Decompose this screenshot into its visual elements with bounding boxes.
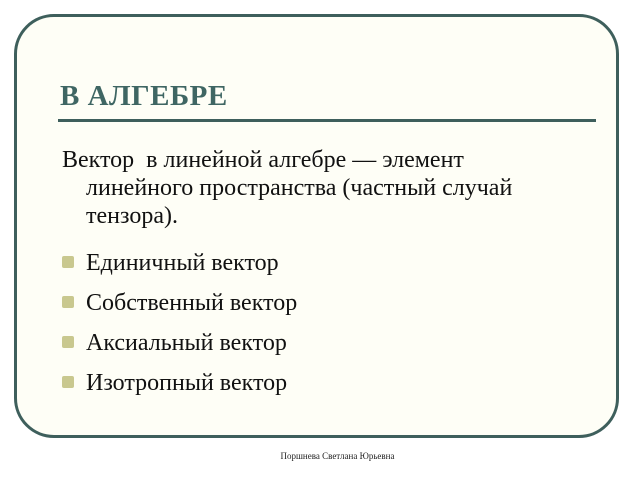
square-bullet-icon [62,256,74,268]
footer-author: Поршнева Светлана Юрьевна [280,451,395,461]
bullet-text: Аксиальный вектор [86,330,287,356]
bullet-list [62,249,602,409]
bullet-item [62,369,602,409]
bullet-item [62,329,602,369]
square-bullet-icon [62,376,74,388]
intro-line-2: линейного пространства (частный случай [86,175,513,201]
bullet-item [62,249,602,289]
bullet-item [62,289,602,329]
square-bullet-icon [62,336,74,348]
bullet-text: Собственный вектор [86,290,298,316]
title-divider [58,119,596,122]
intro-line-1: Вектор в линейной алгебре — элемент [62,147,464,173]
bullet-text: Изотропный вектор [86,370,288,396]
intro-paragraph [62,146,602,230]
intro-line-3: тензора). [86,203,178,229]
bullet-text: Единичный вектор [86,250,279,276]
slide-title: В АЛГЕБРЕ [60,80,228,112]
square-bullet-icon [62,296,74,308]
